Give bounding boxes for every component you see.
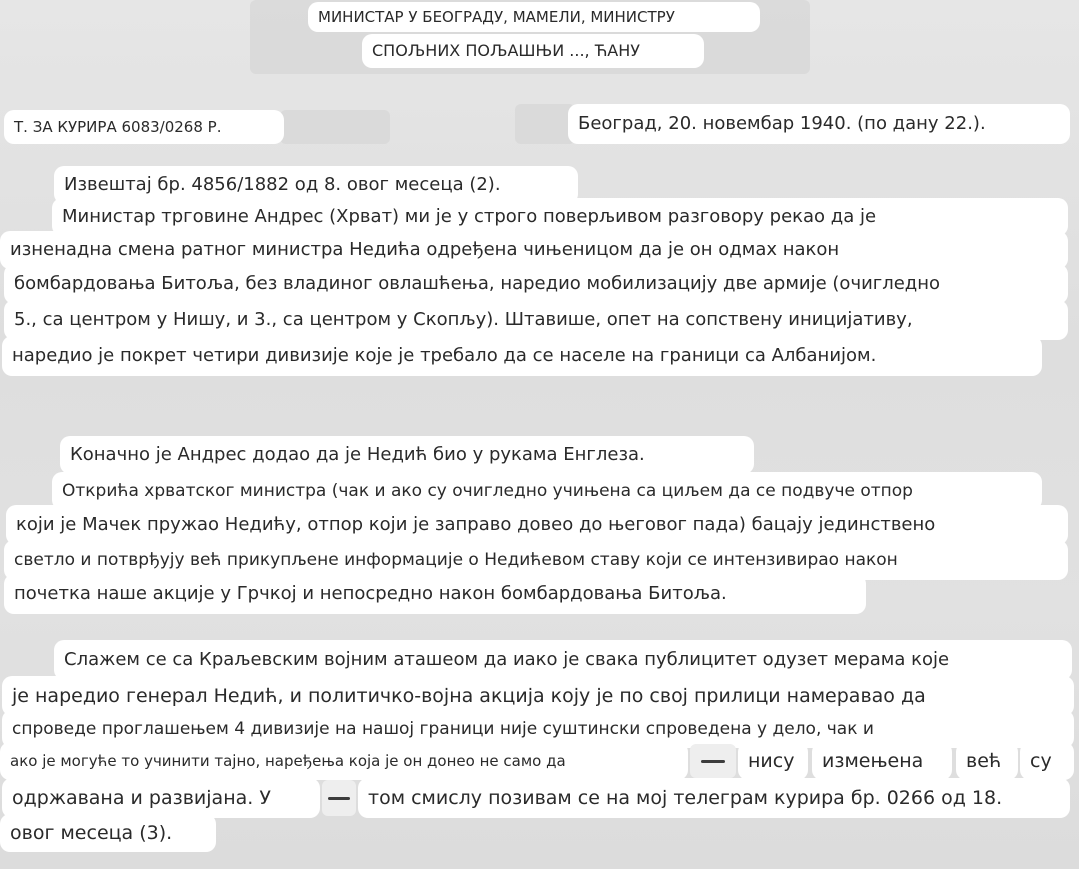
place-and-date: Београд, 20. новембар 1940. (по дану 22.). (568, 104, 1070, 144)
p3-line-3: спроведе проглашењем 4 дивизије на нашој граници није суштински спроведена у дело, чак и (2, 710, 1074, 748)
redaction-bar-icon (701, 760, 725, 763)
p2-line-1: Коначно је Андрес додао да је Недић био у рукама Енглеза. (60, 436, 754, 474)
p1-line-2: Министар трговине Андрес (Хрват) ми је у строго поверљивом разговору рекао да је (52, 198, 1068, 236)
p3-line-1: Слажем се са Краљевским војним аташеом да иако је свака публицитет одузет мерама које (54, 640, 1072, 680)
p3-line-5a: одржавана и развијана. У (2, 778, 320, 818)
redaction-bar-icon (328, 797, 350, 800)
header-line-2: СПОЉНИХ ПОЉАШЊИ ..., ЋАНУ (362, 34, 704, 68)
p2-line-3: који је Мачек пружао Недићу, отпор који је заправо довео до његовог пада) бацају јединствено (6, 505, 1068, 545)
p1-line-3: изненадна смена ратног министра Недића одређена чињеницом да је он одмах након (0, 231, 1068, 269)
p3-line-5b: том смислу позивам се на мој телеграм курира бр. 0266 од 18. (358, 778, 1070, 818)
p2-line-5: почетка наше акције у Грчкој и непосредно након бомбардовања Битоља. (4, 574, 866, 614)
p3-line-4-word-nisu: нису (738, 742, 808, 780)
p3-line-4-word-izmenjena: измењена (812, 742, 952, 780)
p1-line-4: бомбардовања Битоља, без владиног овлашћења, наредио мобилизацију две армије (очигледно (4, 264, 1068, 304)
p2-line-4: светло и потврђују већ прикупљене информације о Недићевом ставу који се интензивирао након (4, 540, 1068, 580)
redaction-mark-2 (322, 780, 356, 816)
p3-line-6: овог месеца (3). (0, 814, 216, 852)
p3-line-4a: ако је могуће то учинити тајно, наређења која је он донео не само да (0, 742, 688, 780)
p3-line-4-word-su: су (1020, 742, 1074, 780)
p3-line-4-word-vec: већ (956, 742, 1018, 780)
p3-line-2: је наредио генерал Недић, и политичко-војна акција коју је по свој прилици намеравао да (2, 676, 1074, 716)
ghost-date-block (515, 104, 575, 144)
reference-number: Т. ЗА КУРИРА 6083/0268 Р. (4, 110, 284, 144)
p1-line-6: наредио је покрет четири дивизије које је требало да се населе на граници са Албанијом. (2, 336, 1042, 376)
header-line-1: МИНИСТАР У БЕОГРАДУ, МАМЕЛИ, МИНИСТРУ (308, 2, 760, 32)
ghost-ref-block (280, 110, 390, 144)
p1-line-5: 5., са центром у Нишу, и 3., са центром у Скопљу). Штавише, опет на сопствену иницијативу, (4, 300, 1068, 340)
redaction-mark-1 (690, 744, 736, 778)
p2-line-2: Открића хрватског министра (чак и ако су очигледно учињена са циљем да се подвуче отпор (52, 472, 1042, 510)
p1-line-1: Извештај бр. 4856/1882 од 8. овог месеца (2). (54, 166, 578, 204)
